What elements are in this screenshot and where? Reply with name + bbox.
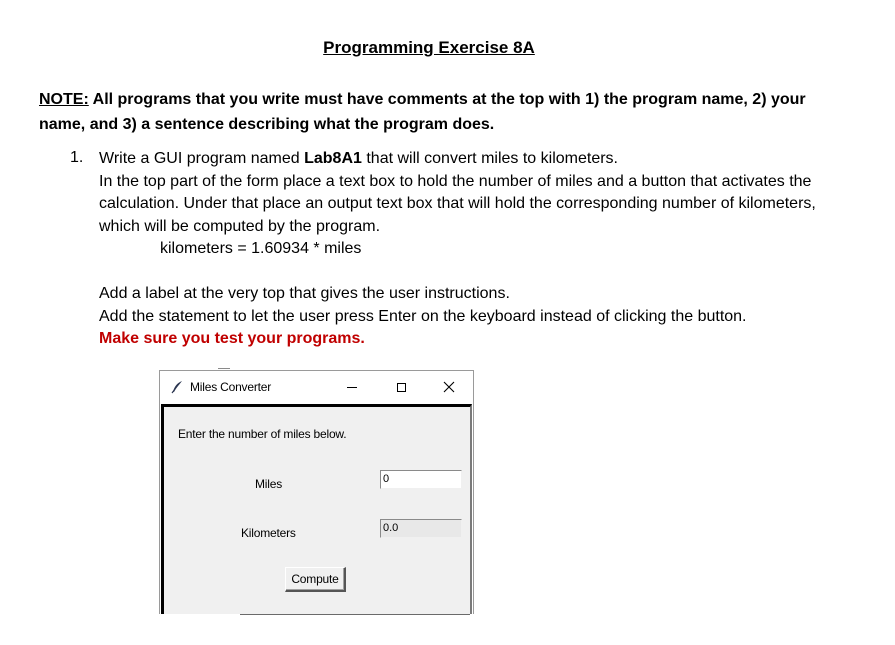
miles-label: Miles — [255, 477, 283, 491]
instruction-label: Enter the number of miles below. — [178, 427, 347, 441]
window-titlebar[interactable] — [160, 371, 473, 404]
instruction-label-requirement: Add a label at the very top that gives the user instructions. — [99, 285, 510, 302]
note-text: All programs that you write must have comments at the top with 1) the program name, 2) your name, and 3) a sentence describing what the program does. — [39, 91, 806, 133]
document-title: Programming Exercise 8A — [323, 38, 535, 57]
close-icon[interactable] — [437, 376, 461, 398]
exercise-body: In the top part of the form place a text box to hold the number of miles and a button that activates the calculation. Under that place an output text box that will hold the corresponding number of kilometers, which will be computed by the program. — [99, 172, 816, 235]
list-number: 1. — [70, 149, 84, 166]
enter-key-requirement: Add the statement to let the user press Enter on the keyboard instead of clicking the button. — [99, 307, 747, 325]
compute-button[interactable]: Compute — [285, 567, 346, 592]
window-client-area — [161, 404, 472, 614]
exercise-intro-text-end: that will convert miles to kilometers. — [361, 150, 618, 167]
cropped-text-remnant-bottom — [240, 614, 470, 615]
maximize-icon[interactable] — [389, 376, 413, 398]
cropped-text-remnant-top — [218, 368, 230, 369]
program-name: Lab8A1 — [304, 150, 362, 167]
exercise-description — [99, 148, 819, 261]
exercise-additional — [99, 283, 819, 351]
exercise-intro-text: Write a GUI program named — [99, 150, 305, 167]
miles-converter-window — [159, 370, 474, 614]
formula: kilometers = 1.60934 * miles — [160, 240, 362, 257]
test-reminder: Make sure you test your programs. — [99, 330, 365, 347]
feather-icon — [170, 380, 184, 394]
note-paragraph — [39, 87, 839, 137]
minimize-icon[interactable] — [340, 376, 364, 398]
exercise-first-line — [99, 148, 819, 171]
kilometers-output: 0.0 — [380, 519, 462, 538]
window-title: Miles Converter — [190, 380, 272, 394]
miles-input[interactable]: 0 — [380, 470, 462, 489]
kilometers-label: Kilometers — [241, 526, 296, 540]
note-label: NOTE: — [39, 91, 89, 108]
